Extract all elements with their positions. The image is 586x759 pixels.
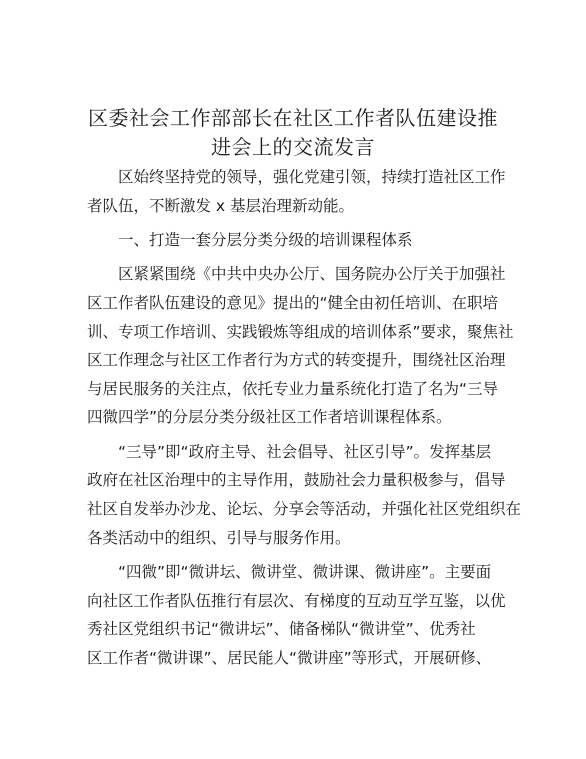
paragraph-4-line-2: 政府在社区治理中的主导作用，鼓励社会力量积极参与，倡导 [87, 471, 506, 490]
paragraph-5-line-1: “四微”即“微讲坛、微讲堂、微讲课、微讲座”。主要面 [118, 562, 492, 581]
title-line-1: 区委社会工作部部长在社区工作者队伍建设推 [88, 106, 498, 130]
document-title [70, 104, 516, 162]
paragraph-4-line-3: 社区自发举办沙龙、论坛、分享会等活动，并强化社区党组织在 [87, 499, 522, 518]
title-line-2: 进会上的交流发言 [211, 135, 375, 159]
paragraph-3-line-3: 训、专项工作培训、实践锻炼等组成的培训体系”要求，聚焦社 [87, 322, 514, 341]
paragraph-3-line-1: 区紧紧围绕《中共中央办公厅、国务院办公厅关于加强社 [118, 265, 506, 284]
paragraph-5-line-3: 秀社区党组织书记“微讲坛”、储备梯队“微讲堂”、优秀社 [87, 620, 476, 639]
section-heading-1: 一、打造一套分层分类分级的培训课程体系 [118, 230, 413, 249]
paragraph-3-line-2: 区工作者队伍建设的意见》提出的“健全由初任培训、在职培 [87, 293, 499, 312]
paragraph-5-line-2: 向社区工作者队伍推行有层次、有梯度的互动互学互鉴，以优 [87, 591, 506, 610]
paragraph-1-line-1: 区始终坚持党的领导，强化党建引领，持续打造社区工作 [118, 168, 506, 186]
paragraph-3-line-5: 与居民服务的关注点，依托专业力量系统化打造了名为“三导 [87, 379, 499, 398]
paragraph-4-line-4: 各类活动中的组织、引导与服务作用。 [87, 528, 351, 547]
paragraph-5-line-4: 区工作者“微讲课”、居民能人“微讲座”等形式，开展研修、 [87, 648, 492, 667]
paragraph-4-line-1: “三导”即“政府主导、社会倡导、社区引导”。发挥基层 [118, 442, 492, 461]
document-body [87, 163, 522, 672]
paragraph-3-line-4: 区工作理念与社区工作者行为方式的转变提升，围绕社区治理 [87, 351, 506, 370]
paragraph-1-line-2: 者队伍，不断激发 x 基层治理新动能。 [87, 196, 355, 215]
paragraph-3-line-6: 四微四学”的分层分类分级社区工作者培训课程体系。 [87, 408, 452, 427]
